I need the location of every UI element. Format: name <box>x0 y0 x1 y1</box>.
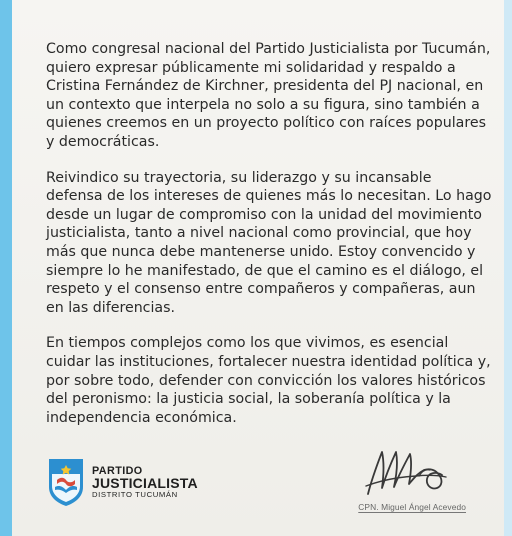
signature-block <box>328 442 468 512</box>
paragraph-3: En tiempos complejos como los que vivimos, es esencial cuidar las instituciones, fortalecer nuestra identidad política y, por sobre todo, defender con convicción los valores históricos del peronismo: la justicia social, la soberanía política y la independencia económica. <box>46 335 491 426</box>
left-accent-stripe <box>0 0 12 536</box>
handwritten-signature-icon <box>360 442 454 500</box>
footer <box>46 442 492 524</box>
logo-line-3: DISTRITO TUCUMÁN <box>92 490 178 499</box>
right-accent-stripe <box>504 0 512 536</box>
party-logo <box>46 456 216 508</box>
letter-body <box>46 40 492 444</box>
logo-line-2: JUSTICIALISTA <box>92 475 198 491</box>
logo-text <box>92 466 198 500</box>
logo-line-1: PARTIDO <box>92 465 143 477</box>
paragraph-1: Como congresal nacional del Partido Justicialista por Tucumán, quiero expresar públicamente mi solidaridad y respaldo a Cristina Fernández de Kirchner, presidenta del PJ nacional, en un contexto que interpela no solo a su figura, sino también a quienes creemos en un proyecto político con raíces populares y democráticas. <box>46 41 491 150</box>
pj-shield-icon <box>46 456 86 508</box>
signature-name: CPN. Miguel Ángel Acevedo <box>358 502 466 512</box>
paragraph-2: Reivindico su trayectoria, su liderazgo y su incansable defensa de los intereses de quienes más lo necesitan. Lo hago desde un lugar de compromiso con la unidad del movimiento justicialista, tanto a nivel nacional como provincial, que hoy más que nunca debe mantenerse unido. Estoy convencido y siempre lo he manifestado, de que el camino es el diálogo, el respeto y el consenso entre compañeros y compañeras, aun en las diferencias. <box>46 169 492 316</box>
